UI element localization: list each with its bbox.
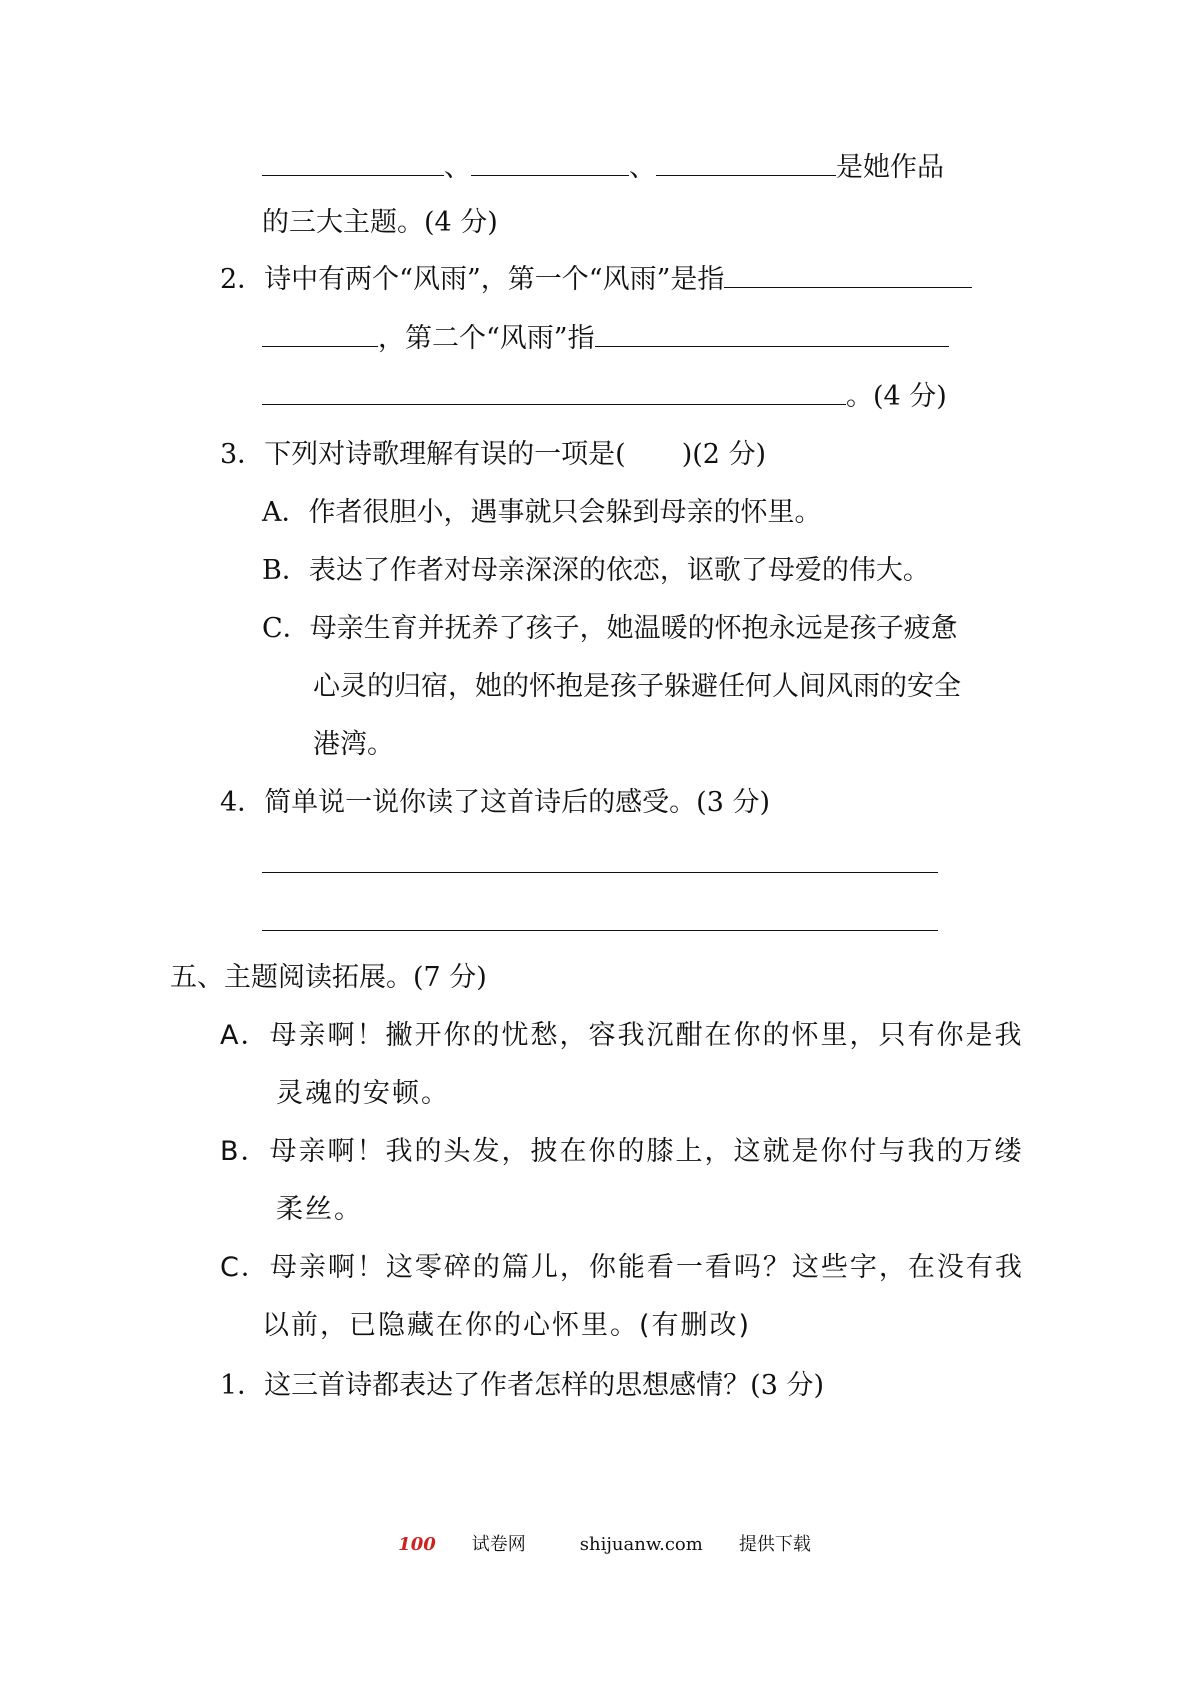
section-5-title: 五、主题阅读拓展。(7 分) (170, 962, 487, 993)
answer-blank[interactable] (262, 846, 938, 873)
question-number: 4． (220, 787, 265, 818)
poem-b: B．母亲啊！我的头发，披在你的膝上，这就是你付与我的万缕 (220, 1136, 1024, 1167)
question-text: )(2 分) (681, 439, 767, 470)
question-2-line-3 (262, 377, 947, 417)
separator: 、 (629, 152, 656, 183)
question-4 (220, 783, 770, 823)
poem-a-line-2: 灵魂的安顿。 (276, 1078, 450, 1109)
poem-c: C．母亲啊！这零碎的篇儿，你能看一看吗？这些字，在没有我 (220, 1252, 1024, 1283)
answer-blank[interactable] (262, 320, 378, 347)
option-c-line-3: 港湾。 (313, 729, 394, 760)
question-text: 。(4 分) (846, 381, 947, 412)
poem-c-line-2: 以前，已隐藏在你的心怀里。(有删改) (262, 1310, 752, 1341)
answer-blank[interactable] (595, 320, 949, 347)
answer-blank[interactable] (262, 378, 846, 405)
section-5-question-1: 1．这三首诗都表达了作者怎样的思想感情？(3 分) (220, 1370, 825, 1401)
answer-blank[interactable] (471, 149, 629, 176)
page-footer (0, 1530, 1191, 1556)
question-number: 3． (220, 439, 265, 470)
option-a: A．作者很胆小，遇事就只会躲到母亲的怀里。 (262, 497, 822, 528)
answer-blank[interactable] (656, 149, 836, 176)
answer-blank[interactable] (262, 904, 938, 931)
question-text: 诗中有两个“风雨”，第一个“风雨”是指 (264, 264, 725, 295)
poem-b-line-2: 柔丝。 (276, 1194, 363, 1225)
separator: 、 (444, 152, 471, 183)
site-url[interactable]: shijuanw.com (579, 1534, 703, 1555)
option-c-line-2: 心灵的归宿，她的怀抱是孩子躲避任何人间风雨的安全 (313, 671, 961, 702)
answer-blank[interactable] (724, 261, 972, 288)
question-3 (220, 435, 766, 475)
question-2-line-2 (262, 319, 949, 359)
question-2 (220, 260, 972, 300)
q1-blanks-line (262, 148, 944, 188)
site-logo: 100 试卷网 (398, 1534, 526, 1555)
option-b: B．表达了作者对母亲深深的依恋，讴歌了母爱的伟大。 (262, 555, 930, 586)
question-text: 简单说一说你读了这首诗后的感受。(3 分) (264, 787, 771, 818)
q1-continuation: 的三大主题。(4 分) (262, 207, 498, 238)
answer-blank[interactable] (262, 149, 444, 176)
q1-tail-text: 是她作品 (836, 152, 944, 183)
question-text: 下列对诗歌理解有误的一项是( (264, 439, 626, 470)
poem-a: A．母亲啊！撇开你的忧愁，容我沉酣在你的怀里，只有你是我 (220, 1020, 1024, 1051)
download-note: 提供下载 (738, 1534, 811, 1555)
question-text: ，第二个“风雨”指 (378, 323, 595, 354)
question-number: 2． (220, 264, 265, 295)
answer-line (262, 845, 938, 885)
answer-line (262, 903, 938, 943)
option-c: C．母亲生育并抚养了孩子，她温暖的怀抱永远是孩子疲惫 (262, 613, 958, 644)
